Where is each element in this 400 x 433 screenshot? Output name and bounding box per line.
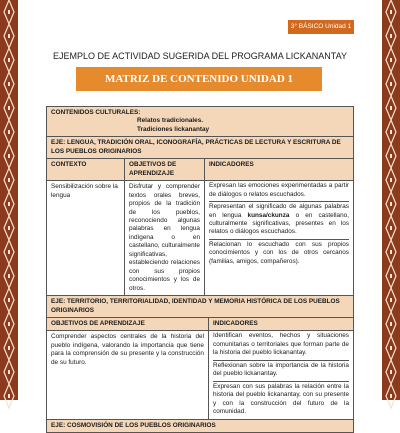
table-row	[47, 181, 353, 296]
indicador-text: o en castellano, culturalmente significativas, presentes en los relatos o diálogos escuchados.	[209, 211, 349, 236]
column-header-row	[47, 318, 353, 331]
unit-tab: 3° BÁSICO Unidad 1	[288, 20, 354, 34]
indicador-item: Relacionan lo escuchado con sus propios conocimientos y con los de otros cercanos (familias, amigos, compañeros).	[209, 240, 349, 265]
decorative-border-right	[382, 0, 400, 400]
document-title: EJEMPLO DE ACTIVIDAD SUGERIDA DEL PROGRAMA LICKANANTAY	[53, 51, 347, 61]
eje-row	[47, 420, 353, 432]
eje-row	[47, 137, 353, 159]
column-header-contexto: CONTEXTO	[47, 159, 125, 180]
indicador-item: Expresan con sus palabras la relación entre la historia del pueblo lickanantay, con su presente y con la construcción del futuro de la comunidad.	[213, 382, 349, 416]
eje-title: EJE: LENGUA, TRADICIÓN ORAL, ICONOGRAFÍA, PRÁCTICAS DE LECTURA Y ESCRITURA DE LOS PUEBLOS ORIGINARIOS	[47, 137, 353, 158]
indicador-item: Reflexionan sobre la importancia de la historia del pueblo lickanantay.	[213, 361, 349, 382]
decorative-border-left	[0, 0, 18, 400]
contenidos-label: CONTENIDOS CULTURALES:	[51, 109, 141, 116]
objetivo-cell: Disfrutar y comprender textos orales breves, propios de la tradición de los pueblos, reconociendo algunas palabras en lengua indígena o en castellano, culturalmente significativas, estableciendo relaciones con sus propios conocimientos y los de otros.	[125, 181, 205, 295]
objetivo-cell: Comprender aspectos centrales de la historia del pueblo indígena, valorando la importancia que tiene para la comprensión de su presente y la construcción de su futuro.	[47, 331, 209, 418]
indicadores-cell	[209, 331, 353, 418]
indicador-item: Identifican eventos, hechos y situaciones comunitarias o territoriales que forman parte de la historia del pueblo lickanantay.	[213, 331, 349, 360]
contenido-item: Relatos tradicionales.	[137, 117, 204, 125]
contenido-item: Tradiciones lickanantay	[137, 125, 210, 133]
column-header-indicadores: INDICADORES	[209, 161, 254, 169]
column-header-indicadores: INDICADORES	[213, 319, 258, 327]
indicador-item: Expresan las emociones experimentadas a partir de diálogos o relatos escuchados.	[209, 181, 349, 202]
column-header-objetivos: OBJETIVOS DE APRENDIZAJE	[125, 159, 205, 180]
indicador-text: Representan el significado de algunas palabras en lengua	[209, 203, 349, 219]
contenidos-row	[47, 107, 353, 137]
table-row	[47, 331, 353, 419]
contenidos-cell	[47, 107, 353, 136]
diamond-pattern-icon	[3, 0, 15, 400]
eje-row	[47, 296, 353, 318]
indicadores-cell	[205, 181, 353, 295]
eje-title: EJE: COSMOVISIÓN DE LOS PUEBLOS ORIGINARIOS	[47, 420, 353, 432]
contexto-cell: Sensibilización sobre la lengua	[47, 181, 125, 295]
column-header-row	[47, 159, 353, 181]
content-matrix-table	[46, 106, 354, 433]
eje-title: EJE: TERRITORIO, TERRITORIALIDAD, IDENTIDAD Y MEMORIA HISTÓRICA DE LOS PUEBLOS ORIGINARIOS	[47, 296, 353, 317]
indicador-item	[209, 202, 349, 240]
matrix-banner: MATRIZ DE CONTENIDO UNIDAD 1	[76, 67, 322, 91]
diamond-pattern-icon	[385, 0, 397, 400]
indicador-term: kunsa/ckunza	[247, 211, 290, 219]
column-header-objetivos: OBJETIVOS DE APRENDIZAJE	[47, 318, 209, 330]
